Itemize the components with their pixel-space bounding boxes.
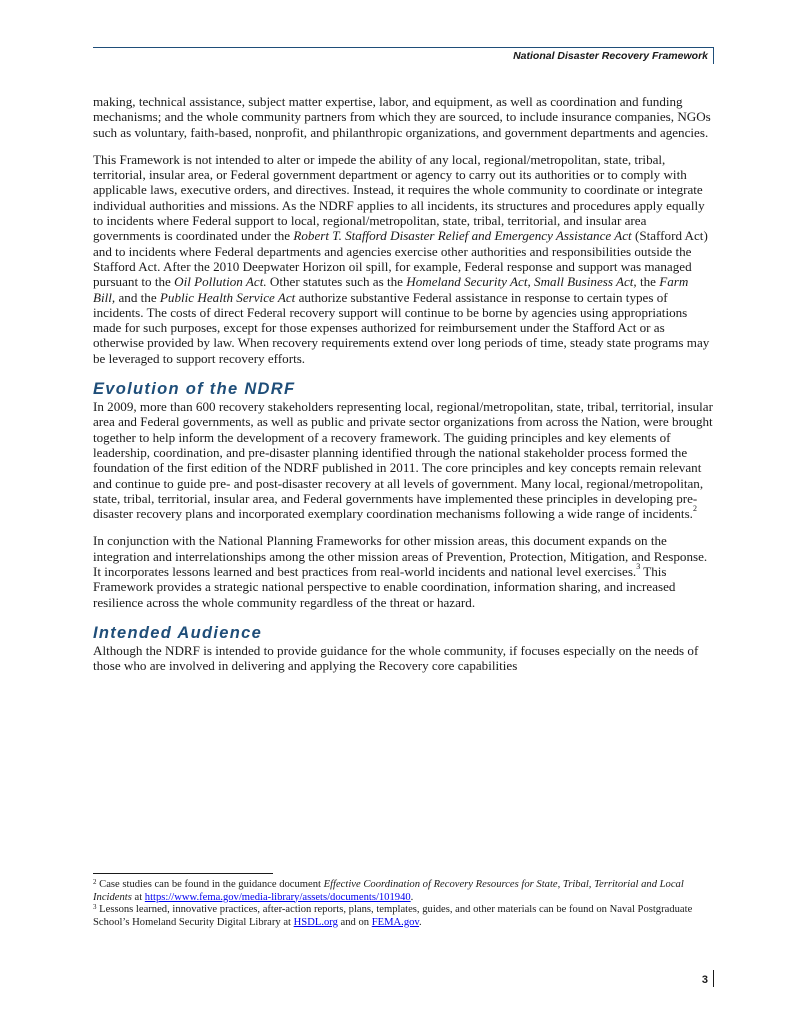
footer-tick [713, 970, 714, 987]
section-heading-audience: Intended Audience [93, 623, 263, 642]
paragraph-framework-scope: This Framework is not intended to alter or impede the ability of any local, regional/metropolitan, state, tribal, territorial, insular area, or Federal government department or agency to carry out its authorities or to comply with applicable laws, executive orders, and directives. Instead, it requires the whole community to coordinate or integrate individual authorities and missions. As the NDRF applies to all incidents, its structures and procedures apply equally to incidents where Federal support to local, regional/metropolitan, state, tribal, territorial, and insular area governments is coordinated under the Robert T. Stafford Disaster Relief and Emergency Assistance Act (Stafford Act) and to incidents where Federal departments and agencies exercise other authorities and responsibilities outside the Stafford Act. After the 2010 Deepwater Horizon oil spill, for example, Federal response and support was managed pursuant to the Oil Pollution Act. Other statutes such as the Homeland Security Act, Small Business Act, the Farm Bill, and the Public Health Service Act authorize substantive Federal assistance in response to certain types of incidents. The costs of direct Federal recovery support will continue to be borne by agencies using appropriations made for such purposes, except for those expenses authorized for reimbursement under the Stafford Act or as otherwise provided by law. When recovery requirements extend over long periods of time, steady state programs may be leveraged to support recovery efforts. [93, 151, 710, 366]
paragraph-evolution: In 2009, more than 600 recovery stakeholders representing local, regional/metropolitan, state, tribal, territorial, insular area and Federal governments, as well as public and private sector organizations from across the Nation, were brought together to help inform the development of a recovery framework. The guiding principles and key elements of leadership, coordination, and pre-disaster planning identified through the national stakeholder process formed the foundation of the first edition of the NDRF published in 2011. The core principles and key concepts remain relevant and continue to guide pre- and post-disaster recovery at all levels of government. Many local, regional/metropolitan, state, tribal, territorial, insular area, and Federal governments have implemented these principles in developing pre-disaster recovery plans and incorporated exemplary coordination mechanisms following a wide range of incidents.$^2$ [93, 399, 713, 522]
paragraph-integration: In conjunction with the National Planning Frameworks for other mission areas, this document expands on the integration and interrelationships among the other mission areas of Prevention, Protection, Mitigation, and Response. It incorporates lessons learned and best practices from real-world incidents and national level exercises.$^3$ This Framework provides a strategic national perspective to enable coordination, information sharing, and increased resilience across the whole community regardless of the threat or hazard. [93, 533, 708, 610]
footnotes [93, 879, 713, 929]
body-text [93, 94, 713, 686]
footnote-ref-2[interactable]: 2 [692, 504, 697, 514]
fema-library-link[interactable]: https://www.fema.gov/media-library/assets/documents/101940 [144, 891, 411, 903]
footnote-rule [93, 873, 273, 874]
hsdl-link[interactable]: HSDL.org [293, 916, 338, 928]
fema-gov-link[interactable]: FEMA.gov [371, 916, 420, 928]
footnote-3: $^3$ Lessons learned, innovative practices, after-action reports, plans, templates, guides, and other materials can be found on Naval Postgraduate School’s Homeland Security Digital Library at HSDL.org and on FEMA.gov. [93, 903, 693, 928]
running-header-title: National Disaster Recovery Framework [513, 50, 708, 62]
page-number: 3 [701, 974, 708, 986]
paragraph-audience: Although the NDRF is intended to provide guidance for the whole community, if focuses especially on the needs of those who are involved in delivering and applying the Recovery core capabilities [93, 642, 699, 674]
header-rule [93, 47, 713, 48]
header-tick [713, 47, 714, 64]
footnote-ref-3[interactable]: 3 [636, 562, 641, 572]
footnote-2: $^2$ Case studies can be found in the guidance document Effective Coordination of Recovery Resources for State, Tribal, Territorial and Local Incidents at https://www.fema.gov/media-library/assets/documents/101940. [93, 878, 684, 903]
section-heading-evolution: Evolution of the NDRF [93, 380, 296, 399]
paragraph-continuation: making, technical assistance, subject matter expertise, labor, and equipment, as well as coordination and funding mechanisms; and the whole community partners from which they are sourced, to include insurance companies, NGOs such as voluntary, faith-based, nonprofit, and philanthropic organizations, and government departments and agencies. [93, 94, 711, 140]
